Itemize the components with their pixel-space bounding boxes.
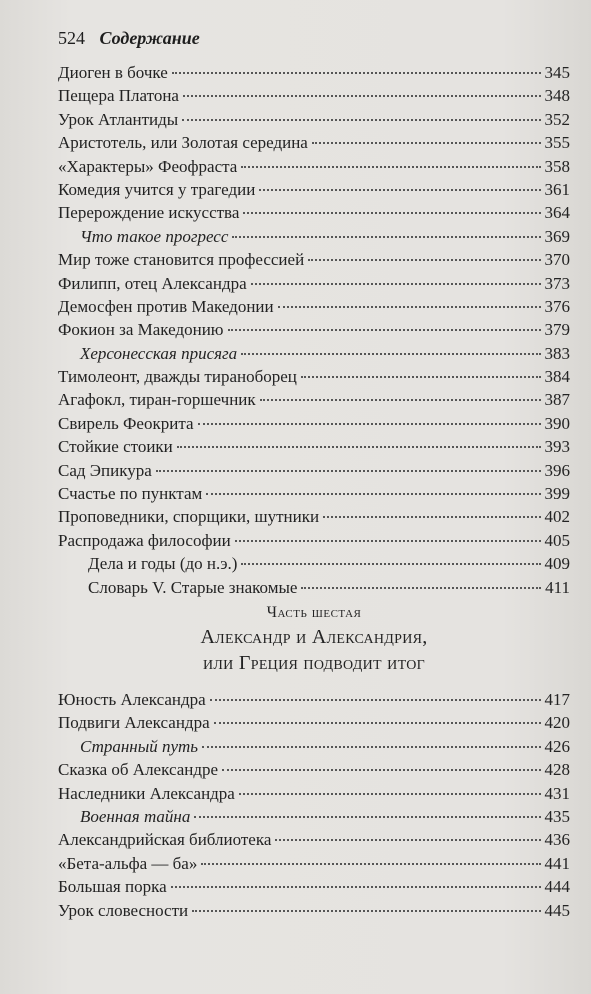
- running-title: Содержание: [99, 28, 200, 48]
- toc-entry-title: Дела и годы (до н.э.): [88, 554, 238, 574]
- toc-entry-title: Юность Александра: [58, 690, 206, 709]
- dot-leader: [222, 769, 540, 771]
- toc-entry-page: 402: [544, 507, 570, 527]
- dot-leader: [228, 329, 541, 331]
- dot-leader: [278, 306, 541, 308]
- toc-entry-title: Проповедники, спорщики, шутники: [58, 507, 320, 527]
- toc-entry-page: 435: [544, 806, 570, 826]
- toc-entry-page: 361: [544, 179, 570, 199]
- toc-entry-page: 369: [544, 226, 570, 246]
- toc-entry-title: «Бета-альфа — ба»: [58, 853, 198, 873]
- toc-entry-title: Демосфен против Македонии: [58, 296, 274, 316]
- toc-entry-title: Фокион за Македонию: [58, 320, 224, 340]
- toc-entry-title: Подвиги Александра: [58, 713, 210, 733]
- toc-entry: [58, 318, 570, 341]
- part-title-line2: или Греция подводит итог: [202, 652, 426, 674]
- toc-entry-title: Словарь V. Старые знакомые: [88, 577, 298, 597]
- toc-entry-page: 384: [544, 367, 570, 387]
- toc-entry: [58, 576, 570, 599]
- dot-leader: [259, 189, 540, 191]
- toc-entry-title: Стойкие стоики: [58, 437, 173, 457]
- dot-leader: [194, 816, 540, 818]
- toc-entry-title: Мир тоже становится профессией: [58, 250, 305, 270]
- toc-list-part-six: [58, 688, 570, 922]
- toc-entry: [58, 412, 570, 435]
- toc-entry-page: 379: [544, 320, 570, 340]
- toc-entry-title: Аристотель, или Золотая середина: [58, 133, 308, 153]
- toc-entry: [58, 131, 570, 154]
- dot-leader: [308, 259, 540, 261]
- dot-leader: [177, 446, 541, 448]
- dot-leader: [172, 72, 541, 74]
- toc-entry-page: 405: [544, 530, 570, 550]
- toc-entry: [58, 61, 570, 84]
- dot-leader: [323, 516, 540, 518]
- toc-entry: [58, 108, 570, 131]
- part-label: Часть шестая: [266, 604, 362, 621]
- toc-entry-title: Урок словесности: [58, 900, 189, 920]
- dot-leader: [201, 863, 540, 865]
- toc-entry-page: 387: [544, 390, 570, 410]
- toc-entry-title: Распродажа философии: [58, 530, 231, 550]
- toc-entry-page: 352: [544, 109, 570, 129]
- toc-entry: [58, 388, 570, 411]
- dot-leader: [156, 470, 541, 472]
- toc-entry-page: 373: [544, 273, 570, 293]
- dot-leader: [192, 910, 540, 912]
- toc-entry: [58, 342, 570, 365]
- toc-entry: [58, 552, 570, 575]
- toc-entry-title: Сказка об Александре: [58, 760, 219, 780]
- toc-entry-page: 409: [544, 554, 570, 574]
- toc-entry-title: Диоген в бочке: [58, 63, 168, 82]
- dot-leader: [241, 563, 540, 565]
- toc-entry-page: 355: [544, 133, 570, 153]
- dot-leader: [202, 746, 540, 748]
- toc-entry-title: Тимолеонт, дважды тираноборец: [58, 367, 297, 387]
- dot-leader: [210, 699, 541, 701]
- toc-entry: [58, 688, 570, 711]
- toc-entry-title: «Характеры» Феофраста: [58, 156, 238, 176]
- dot-leader: [171, 886, 541, 888]
- dot-leader: [232, 236, 540, 238]
- toc-entry: [58, 459, 570, 482]
- toc-entry-page: 411: [545, 577, 570, 597]
- toc-entry: [58, 529, 570, 552]
- dot-leader: [182, 119, 540, 121]
- toc-entry: [58, 735, 570, 758]
- toc-entry: [58, 225, 570, 248]
- toc-entry-page: 348: [544, 86, 570, 106]
- toc-entry-title: Комедия учится у трагедии: [58, 179, 256, 199]
- dot-leader: [301, 376, 541, 378]
- toc-entry: [58, 899, 570, 922]
- dot-leader: [183, 95, 541, 97]
- toc-entry-title: Агафокл, тиран-горшечник: [58, 390, 256, 410]
- dot-leader: [260, 399, 541, 401]
- toc-entry-page: 345: [544, 63, 570, 82]
- part-heading: [58, 602, 570, 676]
- toc-entry: [58, 828, 570, 851]
- toc-entry-title: Урок Атлантиды: [58, 109, 179, 129]
- dot-leader: [241, 353, 540, 355]
- page-number: 524: [58, 28, 85, 48]
- toc-entry-title: Свирель Феокрита: [58, 413, 194, 433]
- toc-entry-page: 431: [544, 783, 570, 803]
- toc-entry-page: 445: [544, 900, 570, 920]
- toc-entry: [58, 482, 570, 505]
- toc-entry-page: 390: [544, 413, 570, 433]
- toc-entry: [58, 155, 570, 178]
- toc-entry-title: Александрийская библиотека: [58, 830, 272, 850]
- toc-entry: [58, 272, 570, 295]
- toc-entry-title: Херсонесская присяга: [80, 343, 238, 363]
- toc-entry: [58, 178, 570, 201]
- toc-list-part-five: [58, 61, 570, 599]
- toc-entry: [58, 758, 570, 781]
- dot-leader: [241, 166, 540, 168]
- toc-entry-title: Большая порка: [58, 877, 167, 897]
- dot-leader: [206, 493, 540, 495]
- running-header: [58, 28, 200, 49]
- toc-entry-page: 426: [544, 736, 570, 756]
- toc-entry: [58, 782, 570, 805]
- toc-entry: [58, 435, 570, 458]
- toc-entry-title: Что такое прогресс: [80, 226, 229, 246]
- toc-entry-title: Наследники Александра: [58, 783, 235, 803]
- toc-entry-page: 441: [544, 853, 570, 873]
- toc-entry-page: 444: [544, 877, 570, 897]
- toc-entry-page: 383: [544, 343, 570, 363]
- toc-entry: [58, 365, 570, 388]
- toc-entry-page: 370: [544, 250, 570, 270]
- dot-leader: [214, 722, 541, 724]
- toc-entry-page: 399: [544, 484, 570, 504]
- dot-leader: [251, 283, 541, 285]
- toc-entry-page: 376: [544, 296, 570, 316]
- toc-entry-page: 428: [544, 760, 570, 780]
- toc-entry: [58, 295, 570, 318]
- dot-leader: [312, 142, 541, 144]
- dot-leader: [275, 839, 540, 841]
- toc-entry: [58, 875, 570, 898]
- toc-entry-title: Перерождение искусства: [58, 203, 240, 223]
- toc-entry: [58, 711, 570, 734]
- toc-entry-title: Сад Эпикура: [58, 460, 152, 480]
- toc-entry-title: Странный путь: [80, 736, 199, 756]
- toc-entry-page: 358: [544, 156, 570, 176]
- dot-leader: [235, 540, 541, 542]
- toc-entry-title: Военная тайна: [80, 806, 191, 826]
- toc-entry-title: Пещера Платона: [58, 86, 179, 106]
- toc-entry-page: 364: [544, 203, 570, 223]
- dot-leader: [198, 423, 541, 425]
- toc-entry: [58, 852, 570, 875]
- toc-entry: [58, 84, 570, 107]
- dot-leader: [243, 212, 540, 214]
- toc-entry-title: Счастье по пунктам: [58, 484, 203, 504]
- toc-entry-page: 393: [544, 437, 570, 457]
- part-title-line1: Александр и Александрия,: [200, 626, 428, 648]
- dot-leader: [301, 587, 541, 589]
- toc-entry-page: 436: [544, 830, 570, 850]
- toc-entry-title: Филипп, отец Александра: [58, 273, 247, 293]
- toc-entry-page: 420: [544, 713, 570, 733]
- toc-entry-page: 396: [544, 460, 570, 480]
- toc-entry: [58, 248, 570, 271]
- toc-entry: [58, 805, 570, 828]
- toc-entry-page: 417: [544, 690, 570, 709]
- toc-entry: [58, 201, 570, 224]
- toc-entry: [58, 505, 570, 528]
- dot-leader: [239, 793, 541, 795]
